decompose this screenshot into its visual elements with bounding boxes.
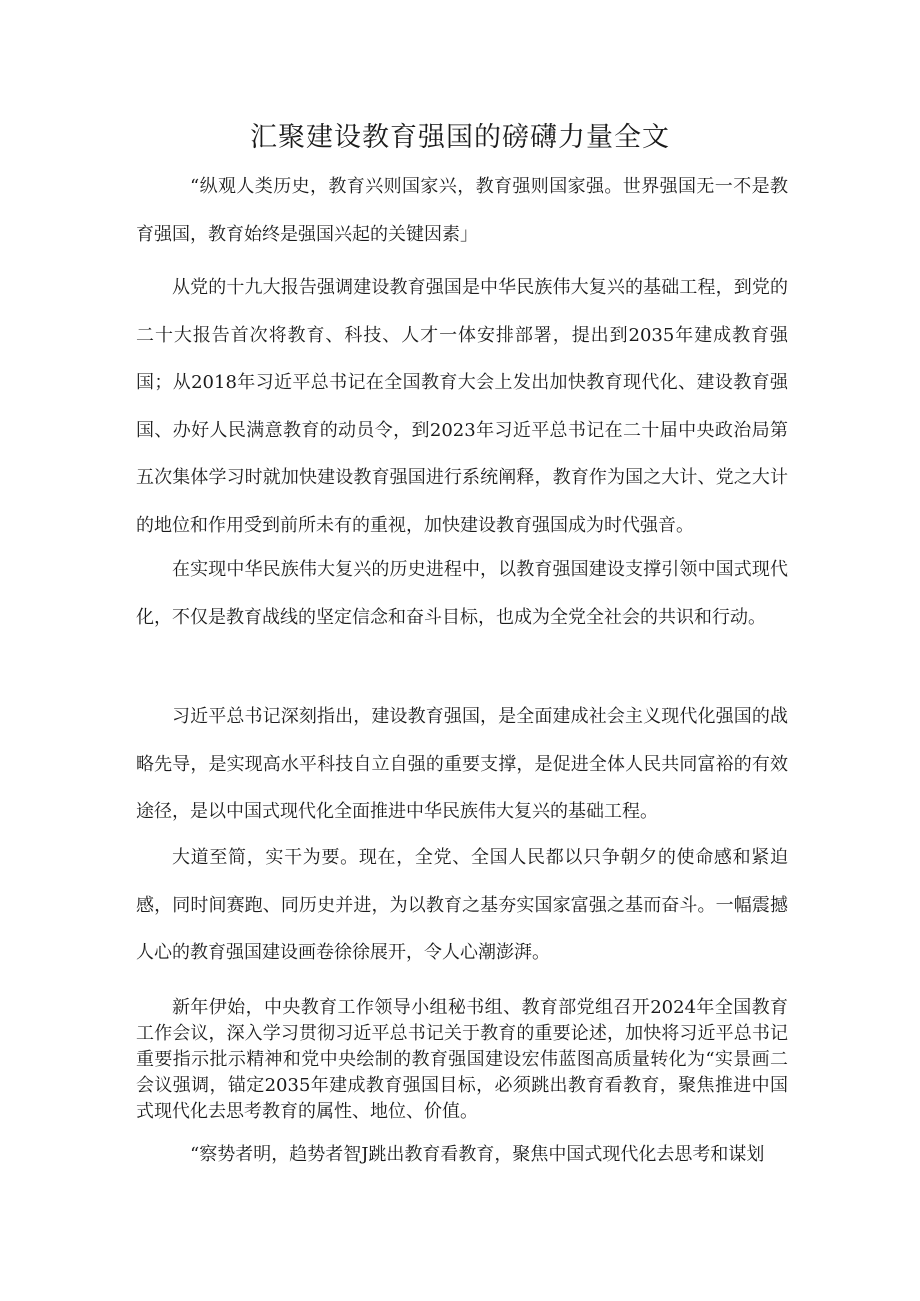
document-title: 汇聚建设教育强国的磅礴力量全文: [250, 122, 670, 153]
paragraph-2: 从党的十九大报告强调建设教育强国是中华民族伟大复兴的基础工程，到党的二十大报告首次将教育、科技、人才一体安排部署，提出到2035年建成教育强国；从2018年习近平总书记在全国教育大会上发出加快教育现代化、建设教育强国、办好人民满意教育的动员令，到2023年习近平总书记在二十届中央政治局第五次集体学习时就加快建设教育强国进行系统阐释，教育作为国之大计、党之大计的地位和作用受到前所未有的重视，加快建设教育强国成为时代强音。: [136, 277, 788, 536]
paragraph-6: 新年伊始，中央教育工作领导小组秘书组、教育部党组召开2024年全国教育工作会议，深入学习贯彻习近平总书记关于教育的重要论述，加快将习近平总书记重要指示批示精神和党中央绘制的教育强国建设宏伟蓝图高质量转化为“实景画二会议强调，锚定2035年建成教育强国目标，必须跳出教育看教育，聚焦推进中国式现代化去思考教育的属性、地位、价值。: [136, 997, 788, 1122]
paragraph-5: 大道至简，实干为要。现在，全党、全国人民都以只争朝夕的使命感和紧迫感，同时间赛跑、同历史并进，为以教育之基夯实国家富强之基而奋斗。一幅震撼人心的教育强国建设画卷徐徐展开，令人心潮澎湃。: [136, 847, 788, 963]
paragraph-4: 习近平总书记深刻指出，建设教育强国，是全面建成社会主义现代化强国的战略先导，是实现高水平科技自立自强的重要支撑，是促进全体人民共同富裕的有效途径，是以中国式现代化全面推进中华民族伟大复兴的基础工程。: [136, 706, 788, 822]
paragraph-1: “纵观人类历史，教育兴则国家兴，教育强则国家强。世界强国无一不是教育强国，教育始终是强国兴起的关键因素」: [136, 176, 788, 245]
paragraph-7: “察势者明，趋势者智J跳出教育看教育，聚焦中国式现代化去思考和谋划: [190, 1144, 765, 1165]
paragraph-3: 在实现中华民族伟大复兴的历史进程中，以教育强国建设支撑引领中国式现代化，不仅是教育战线的坚定信念和奋斗目标，也成为全党全社会的共识和行动。: [136, 559, 788, 628]
